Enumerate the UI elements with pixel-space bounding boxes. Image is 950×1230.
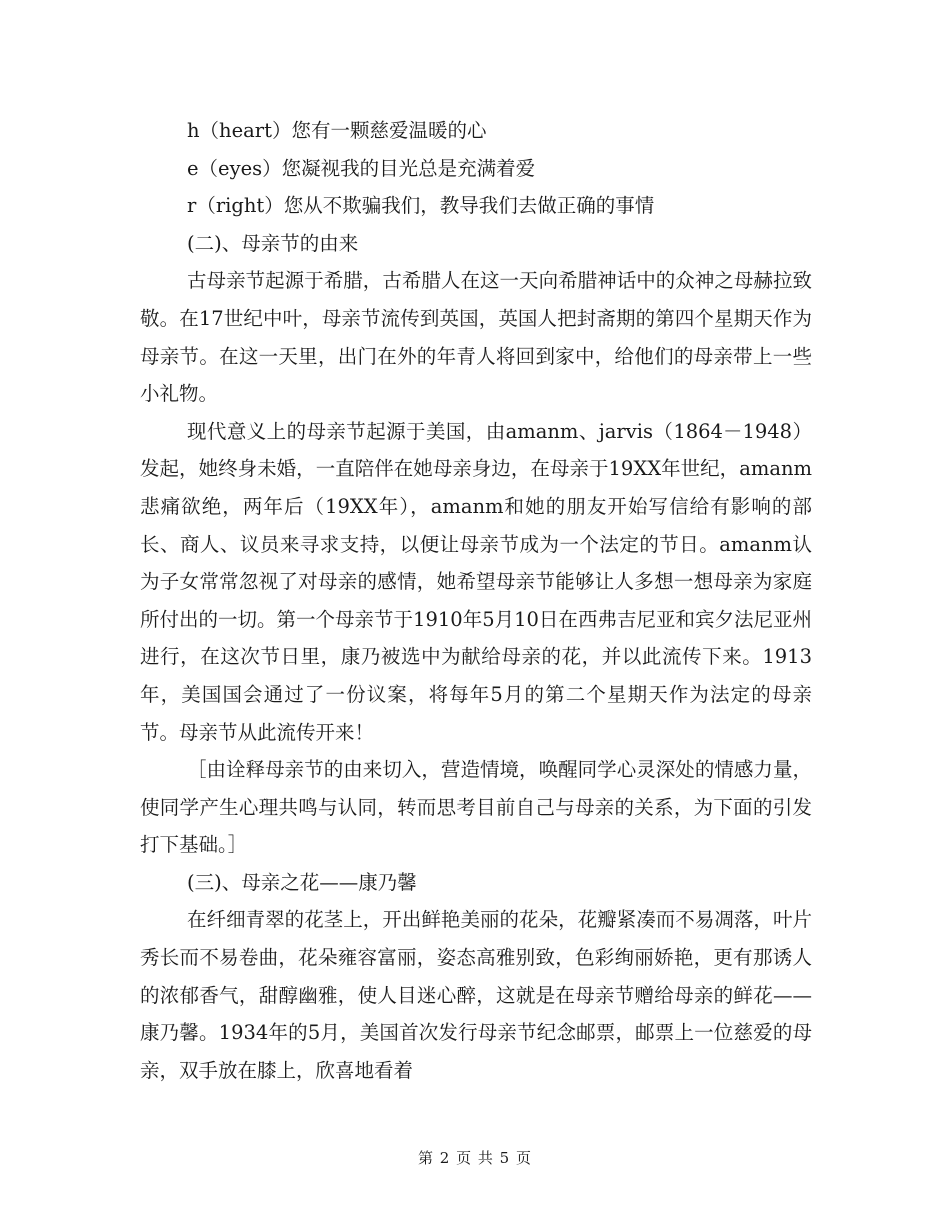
acrostic-line-r: r（right）您从不欺骗我们，教导我们去做正确的事情 [187, 194, 655, 218]
paragraph-ancient-origin: 古母亲节起源于希腊，古希腊人在这一天向希腊神话中的众神之母赫拉致敬。在17世纪中叶，母亲节流传到英国，英国人把封斋期的第四个星期天作为母亲节。在这一天里，出门在外的年青人将回到家中，给他们的母亲带上一些小礼物。 [140, 269, 812, 406]
acrostic-line-e: e（eyes）您凝视我的目光总是充满着爱 [187, 156, 536, 180]
paragraph-carnation: 在纤细青翠的花茎上，开出鲜艳美丽的花朵，花瓣紧凑而不易凋落，叶片秀长而不易卷曲，花朵雍容富丽，姿态高雅别致，色彩绚丽娇艳，更有那诱人的浓郁香气，甜醇幽雅，使人目迷心醉，这就是在母亲节赠给母亲的鲜花——康乃馨。1934年的5月，美国首次发行母亲节纪念邮票，邮票上一位慈爱的母亲，双手放在膝上，欣喜地看着 [140, 908, 812, 1082]
section-heading-carnation: (三)、母亲之花——康乃馨 [187, 870, 417, 894]
paragraph-teaching-note: ［由诠释母亲节的由来切入，营造情境，唤醒同学心灵深处的情感力量，使同学产生心理共鸣与认同，转而思考目前自己与母亲的关系，为下面的引发打下基础。］ [140, 758, 812, 857]
page-footer: 第 2 页 共 5 页 [418, 1149, 532, 1167]
acrostic-line-h: h（heart）您有一颗慈爱温暖的心 [187, 119, 487, 142]
section-heading-origin: (二)、母亲节的由来 [187, 231, 359, 255]
paragraph-modern-origin: 现代意义上的母亲节起源于美国，由amanm、jarvis（1864－1948）发起，她终身未婚，一直陪伴在她母亲身边，在母亲于19XX年世纪，amanm悲痛欲绝，两年后（19XX年），amanm和她的朋友开始写信给有影响的部长、商人、议员来寻求支持，以便让母亲节成为一个法定的节日。amanm认为子女常常忽视了对母亲的感情，她希望母亲节能够让人多想一想母亲为家庭所付出的一切。第一个母亲节于1910年5月10日在西弗吉尼亚和宾夕法尼亚州进行，在这次节日里，康乃被选中为献给母亲的花，并以此流传下来。1913年，美国国会通过了一份议案，将每年5月的第二个星期天作为法定的母亲节。母亲节从此流传开来！ [140, 419, 812, 744]
document-body [140, 112, 812, 1089]
